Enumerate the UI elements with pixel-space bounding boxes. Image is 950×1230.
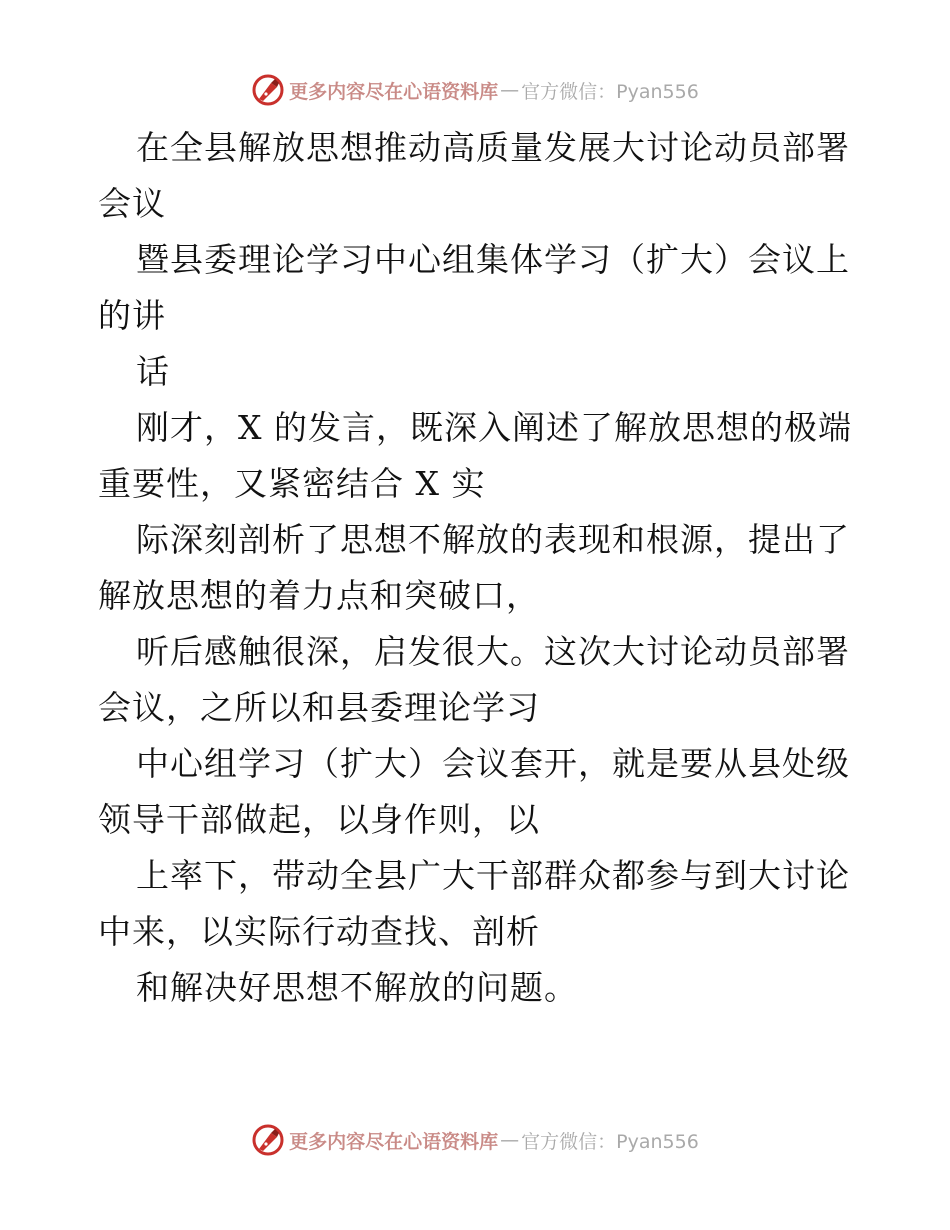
footer-banner bbox=[0, 1120, 950, 1160]
paragraph-line: 听后感触很深，启发很大。这次大讨论动员部署 bbox=[136, 632, 850, 671]
banner-wechat-text: 官方微信：Pyan556 bbox=[521, 1130, 699, 1153]
banner-wechat-text: 官方微信：Pyan556 bbox=[521, 80, 699, 103]
paragraph-line: 重要性，又紧密结合 X 实 bbox=[98, 464, 486, 503]
paragraph-line: 解放思想的着力点和突破口， bbox=[98, 576, 540, 615]
paragraph-line: 会议，之所以和县委理论学习 bbox=[98, 688, 540, 727]
banner-main-text: 更多内容尽在心语资料库 bbox=[289, 1130, 499, 1153]
paragraph-line: 和解决好思想不解放的问题。 bbox=[136, 968, 578, 1007]
title-line-4: 的讲 bbox=[98, 296, 166, 335]
paragraph-line: 中来，以实际行动查找、剖析 bbox=[98, 912, 540, 951]
header-banner bbox=[0, 70, 950, 110]
banner-main-text: 更多内容尽在心语资料库 bbox=[289, 80, 499, 103]
paragraph-line: 中心组学习（扩大）会议套开，就是要从县处级 bbox=[136, 744, 850, 783]
title-line-2: 会议 bbox=[98, 184, 166, 223]
title-line-5: 话 bbox=[136, 352, 170, 391]
title-line-1: 在全县解放思想推动高质量发展大讨论动员部署 bbox=[136, 128, 850, 167]
banner-dash: — bbox=[500, 1129, 520, 1151]
pen-nib-logo-icon bbox=[251, 73, 285, 107]
paragraph-line: 上率下，带动全县广大干部群众都参与到大讨论 bbox=[136, 856, 850, 895]
paragraph-line: 际深刻剖析了思想不解放的表现和根源，提出了 bbox=[136, 520, 850, 559]
paragraph-line: 领导干部做起，以身作则，以 bbox=[98, 800, 540, 839]
document-body bbox=[98, 120, 858, 1016]
title-line-3: 暨县委理论学习中心组集体学习（扩大）会议上 bbox=[136, 240, 850, 279]
paragraph-line: 刚才，X 的发言，既深入阐述了解放思想的极端 bbox=[136, 408, 852, 447]
banner-dash: — bbox=[500, 79, 520, 101]
pen-nib-logo-icon bbox=[251, 1123, 285, 1157]
